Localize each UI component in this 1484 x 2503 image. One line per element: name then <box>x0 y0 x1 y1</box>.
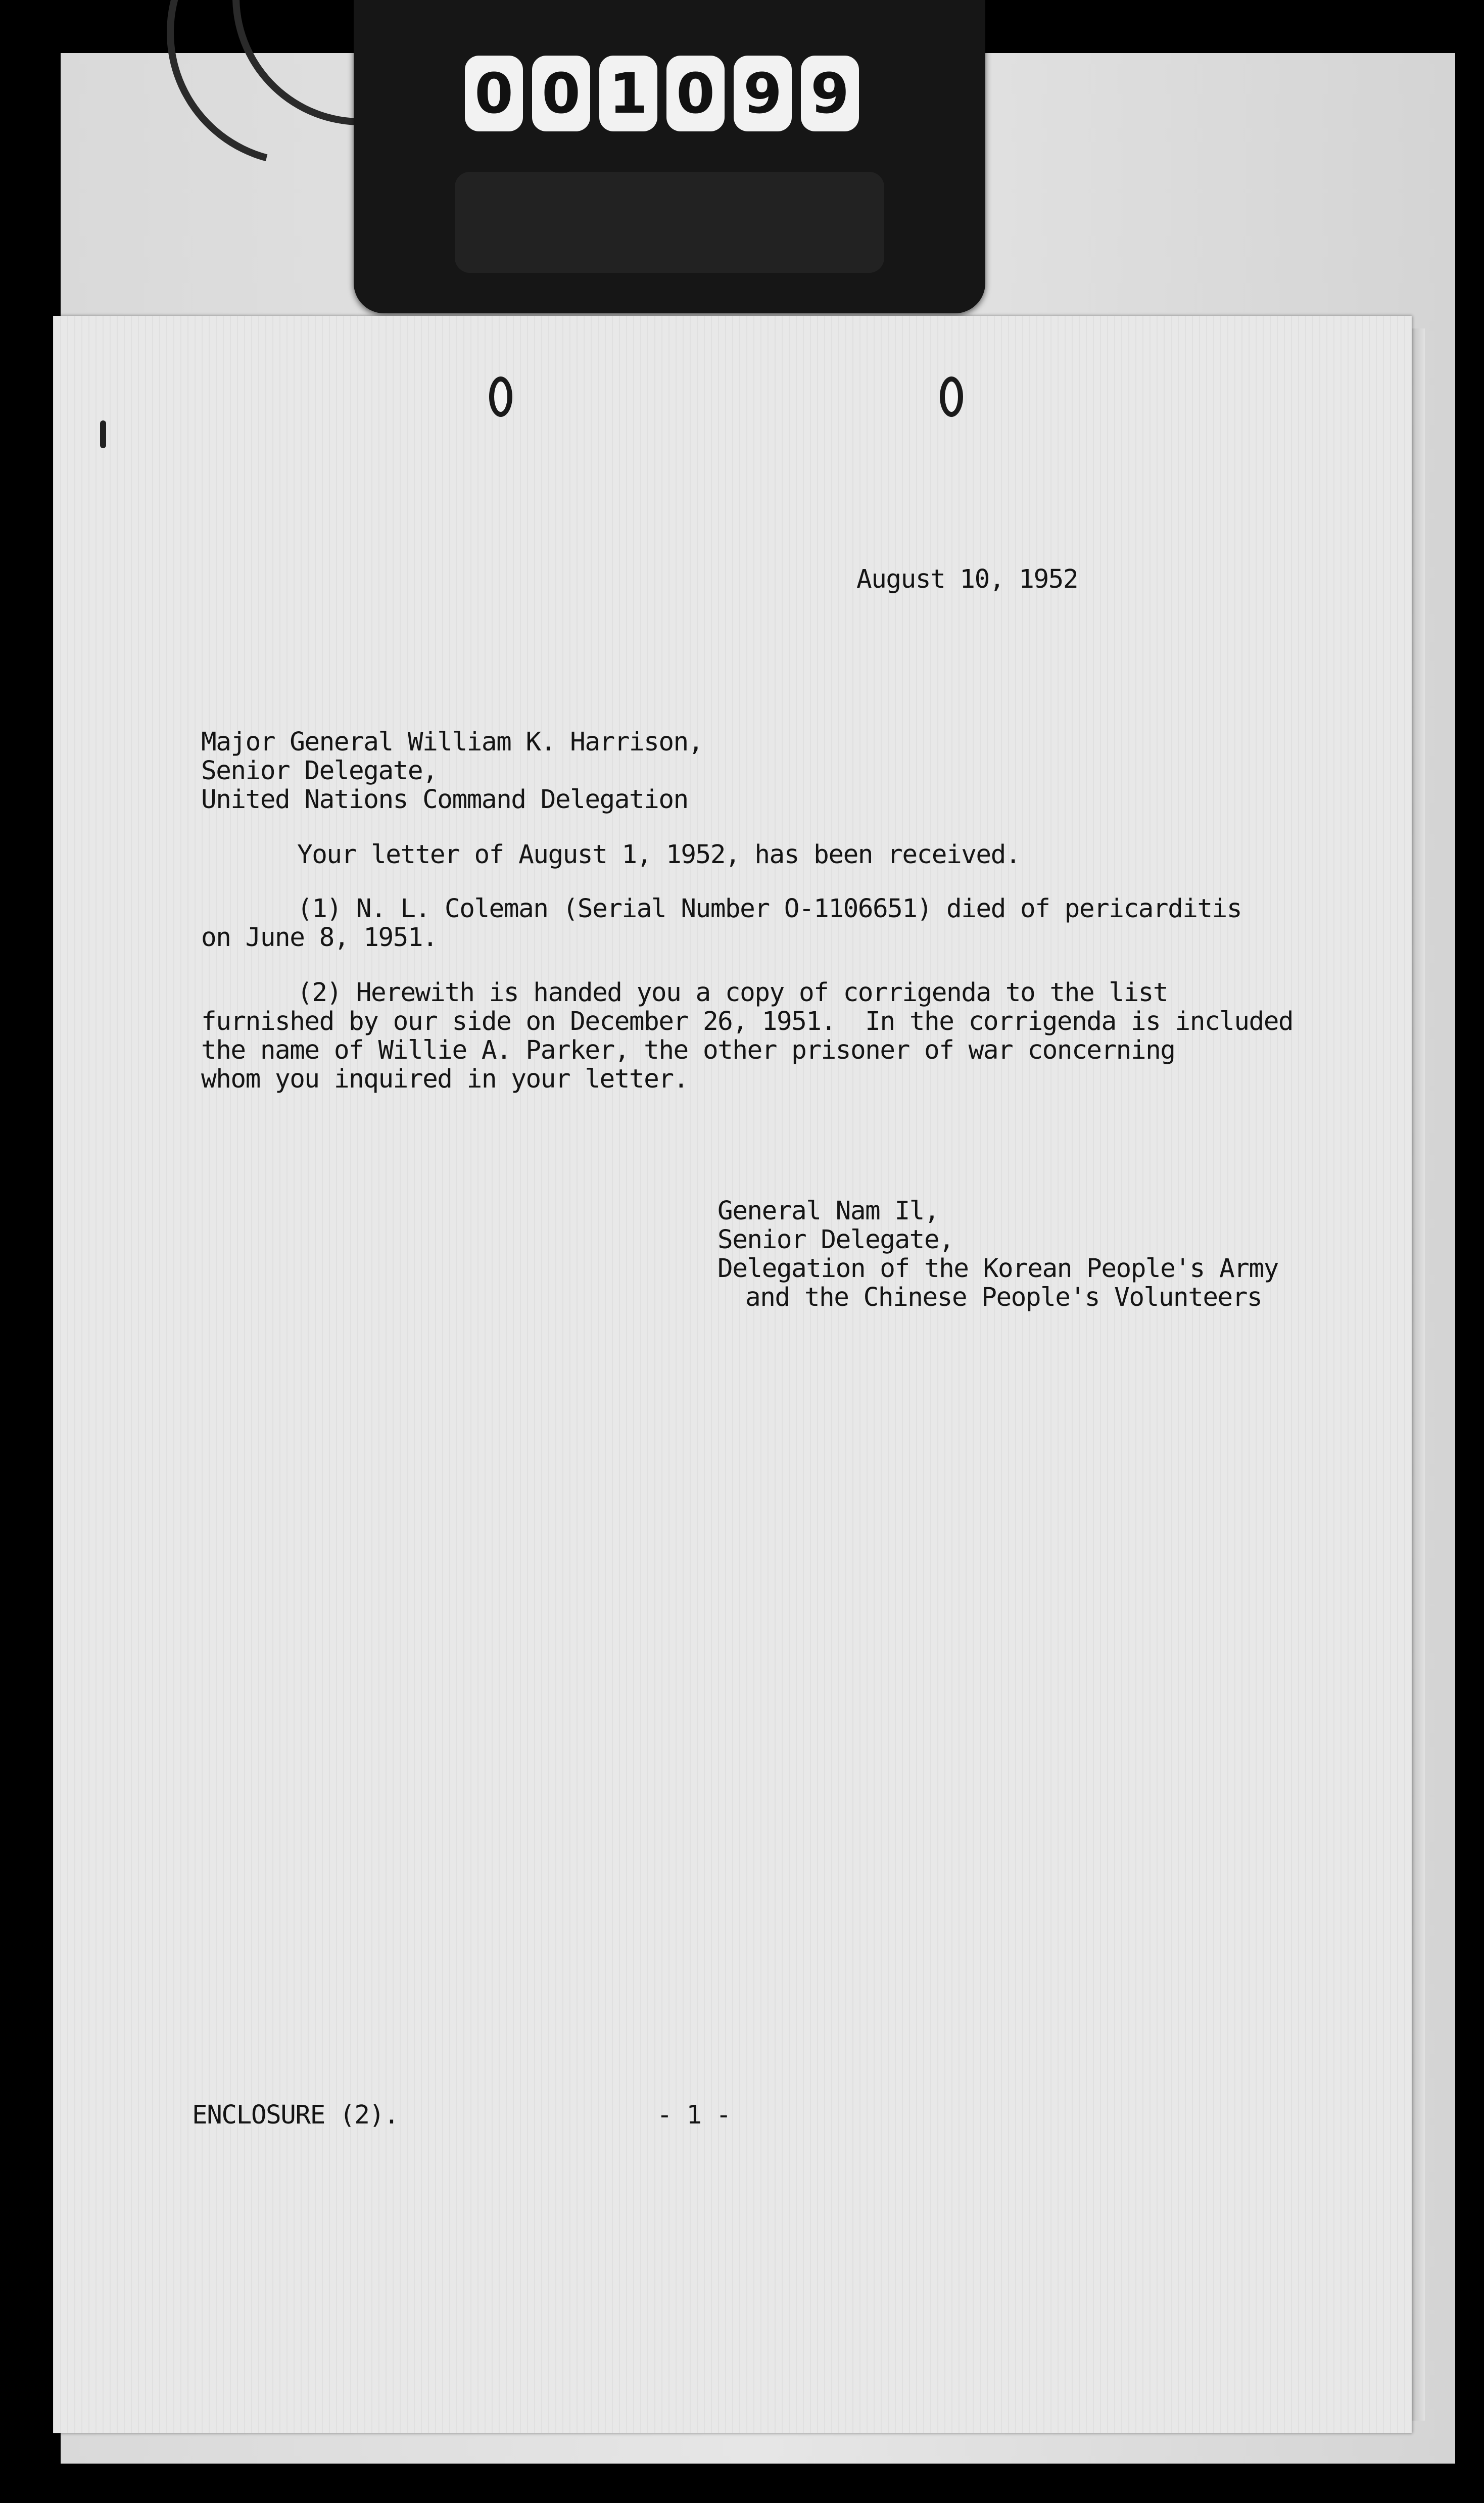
addressee-organization: United Nations Command Delegation <box>201 785 688 815</box>
enclosure-note: ENCLOSURE (2). <box>192 2100 399 2130</box>
counter-digit: 9 <box>801 56 859 131</box>
signature-organization: Delegation of the Korean People's Army <box>717 1254 1278 1284</box>
counter-digit: 0 <box>465 56 523 131</box>
counter-digit: 9 <box>734 56 792 131</box>
item2-line: (2) Herewith is handed you a copy of corrigenda to the list <box>297 978 1168 1008</box>
addressee-title: Senior Delegate, <box>201 756 438 786</box>
punch-hole-right <box>940 376 963 417</box>
item1-line: on June 8, 1951. <box>201 923 438 953</box>
signature-name: General Nam Il, <box>717 1196 939 1226</box>
signature-organization: and the Chinese People's Volunteers <box>745 1283 1262 1312</box>
signature-title: Senior Delegate, <box>717 1225 954 1255</box>
edge-mark <box>100 420 106 448</box>
counter-digit: 0 <box>666 56 725 131</box>
opening-paragraph: Your letter of August 1, 1952, has been received. <box>297 840 1021 870</box>
frame-counter-body <box>455 172 884 273</box>
item2-line: furnished by our side on December 26, 1951. In the corrigenda is included <box>201 1007 1294 1036</box>
addressee-name: Major General William K. Harrison, <box>201 727 703 757</box>
punch-hole-left <box>489 376 512 417</box>
page-number: - 1 - <box>657 2100 731 2130</box>
item1-line: (1) N. L. Coleman (Serial Number O-1106651) died of pericarditis <box>297 894 1242 924</box>
frame-counter-digits <box>465 56 859 141</box>
item2-line: whom you inquired in your letter. <box>201 1064 688 1094</box>
counter-digit: 0 <box>532 56 590 131</box>
item2-line: the name of Willie A. Parker, the other prisoner of war concerning <box>201 1035 1175 1065</box>
counter-digit: 1 <box>599 56 657 131</box>
frame-counter <box>354 0 985 313</box>
letter-date: August 10, 1952 <box>856 564 1078 594</box>
